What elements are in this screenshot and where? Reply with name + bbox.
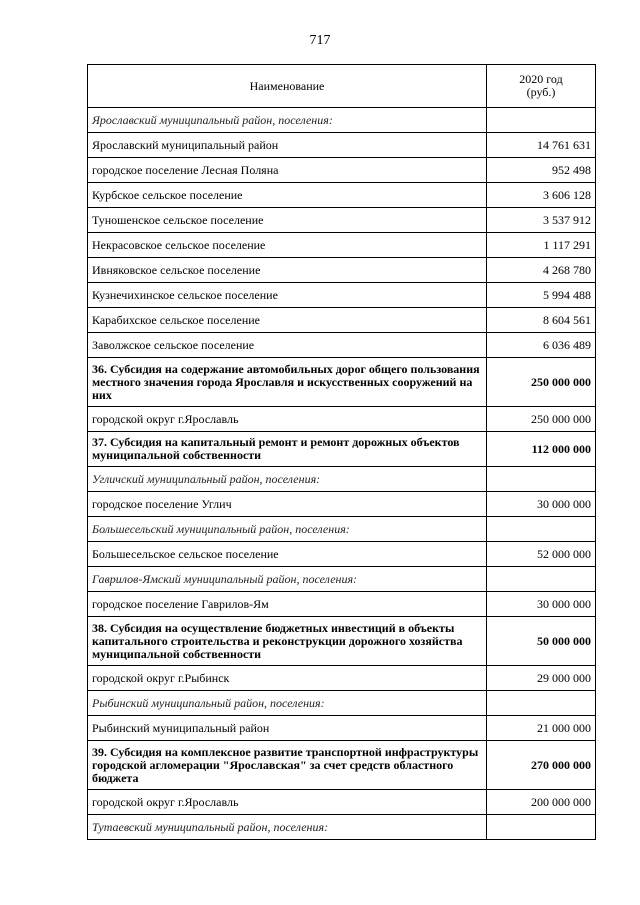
table-row xyxy=(88,158,596,183)
district-header-row xyxy=(88,567,596,592)
subsidy-row xyxy=(88,432,596,467)
row-name: Курбское сельское поселение xyxy=(88,183,487,208)
table-row xyxy=(88,492,596,517)
subsidy-row xyxy=(88,617,596,666)
row-name: 38. Субсидия на осуществление бюджетных инвестиций в объекты капитального строительства и реконструкции дорожного хозяйства муниципальной собственности xyxy=(88,617,487,666)
row-amount: 5 994 488 xyxy=(487,283,596,308)
row-name: Гаврилов-Ямский муниципальный район, поселения: xyxy=(88,567,487,592)
row-amount: 6 036 489 xyxy=(487,333,596,358)
row-name: Рыбинский муниципальный район, поселения: xyxy=(88,691,487,716)
row-amount: 14 761 631 xyxy=(487,133,596,158)
row-amount: 8 604 561 xyxy=(487,308,596,333)
table-row xyxy=(88,790,596,815)
table-row xyxy=(88,407,596,432)
table-row xyxy=(88,283,596,308)
row-amount: 21 000 000 xyxy=(487,716,596,741)
page-number: 717 xyxy=(309,33,331,48)
row-name: Карабихское сельское поселение xyxy=(88,308,487,333)
budget-table-body xyxy=(88,65,596,840)
district-header-row xyxy=(88,517,596,542)
row-name: Туношенское сельское поселение xyxy=(88,208,487,233)
row-amount xyxy=(487,108,596,133)
row-amount: 200 000 000 xyxy=(487,790,596,815)
row-name: Рыбинский муниципальный район xyxy=(88,716,487,741)
row-name: Большесельский муниципальный район, поселения: xyxy=(88,517,487,542)
row-amount xyxy=(487,815,596,840)
row-amount: 52 000 000 xyxy=(487,542,596,567)
table-row xyxy=(88,183,596,208)
row-name: 37. Субсидия на капитальный ремонт и ремонт дорожных объектов муниципальной собственности xyxy=(88,432,487,467)
subsidy-row xyxy=(88,741,596,790)
budget-table xyxy=(87,64,596,840)
row-name: 39. Субсидия на комплексное развитие транспортной инфраструктуры городской агломерации "Ярославская" за счет средств областного бюджета xyxy=(88,741,487,790)
row-amount: 3 537 912 xyxy=(487,208,596,233)
row-name: Угличский муниципальный район, поселения: xyxy=(88,467,487,492)
subsidy-row xyxy=(88,358,596,407)
row-name: Некрасовское сельское поселение xyxy=(88,233,487,258)
row-name: 36. Субсидия на содержание автомобильных дорог общего пользования местного значения города Ярославля и искусственных сооружений на них xyxy=(88,358,487,407)
table-row xyxy=(88,308,596,333)
row-amount xyxy=(487,517,596,542)
table-row xyxy=(88,258,596,283)
table-row xyxy=(88,542,596,567)
table-row xyxy=(88,716,596,741)
row-name: городское поселение Лесная Поляна xyxy=(88,158,487,183)
row-name: Ивняковское сельское поселение xyxy=(88,258,487,283)
row-name: Большесельское сельское поселение xyxy=(88,542,487,567)
row-name: городской округ г.Ярославль xyxy=(88,407,487,432)
row-name: городское поселение Гаврилов-Ям xyxy=(88,592,487,617)
row-amount: 29 000 000 xyxy=(487,666,596,691)
row-amount: 250 000 000 xyxy=(487,407,596,432)
table-header-row xyxy=(88,65,596,108)
table-row xyxy=(88,333,596,358)
row-amount: 1 117 291 xyxy=(487,233,596,258)
district-header-row xyxy=(88,815,596,840)
row-name: Тутаевский муниципальный район, поселения: xyxy=(88,815,487,840)
row-amount: 4 268 780 xyxy=(487,258,596,283)
column-header-amount xyxy=(487,65,596,108)
row-amount: 952 498 xyxy=(487,158,596,183)
row-amount xyxy=(487,567,596,592)
district-header-row xyxy=(88,108,596,133)
row-amount: 112 000 000 xyxy=(487,432,596,467)
column-header-name: Наименование xyxy=(88,65,487,108)
district-header-row xyxy=(88,691,596,716)
row-name: Ярославский муниципальный район xyxy=(88,133,487,158)
row-amount: 3 606 128 xyxy=(487,183,596,208)
row-amount xyxy=(487,467,596,492)
row-amount: 270 000 000 xyxy=(487,741,596,790)
table-row xyxy=(88,208,596,233)
table-row xyxy=(88,592,596,617)
row-name: Ярославский муниципальный район, поселения: xyxy=(88,108,487,133)
table-row xyxy=(88,666,596,691)
row-amount: 30 000 000 xyxy=(487,492,596,517)
row-name: Кузнечихинское сельское поселение xyxy=(88,283,487,308)
row-amount: 30 000 000 xyxy=(487,592,596,617)
row-amount xyxy=(487,691,596,716)
district-header-row xyxy=(88,467,596,492)
row-name: городское поселение Углич xyxy=(88,492,487,517)
column-header-amount-text: 2020 год (руб.) xyxy=(519,72,563,99)
table-row xyxy=(88,133,596,158)
row-amount: 250 000 000 xyxy=(487,358,596,407)
row-name: городской округ г.Рыбинск xyxy=(88,666,487,691)
table-row xyxy=(88,233,596,258)
row-name: Заволжское сельское поселение xyxy=(88,333,487,358)
row-name: городской округ г.Ярославль xyxy=(88,790,487,815)
row-amount: 50 000 000 xyxy=(487,617,596,666)
